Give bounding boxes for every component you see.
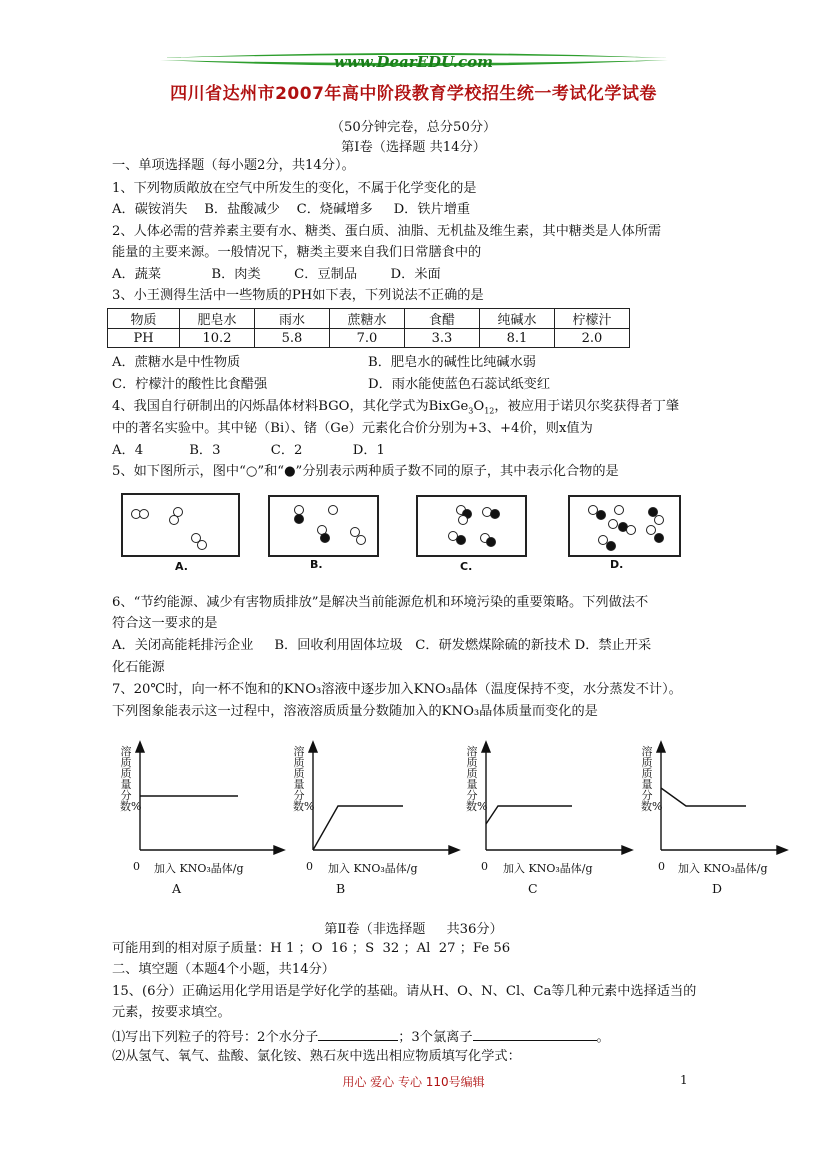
table-cell: 10.2 <box>180 329 255 348</box>
graph-d-label: D <box>712 881 723 896</box>
white-atom <box>626 525 636 535</box>
q4-text-a: 4、我国自行研制出的闪烁晶体材料BGO，其化学式为BixGe <box>112 399 469 414</box>
q15-line3 <box>112 1026 610 1047</box>
black-atom <box>486 537 496 547</box>
white-atom <box>458 515 468 525</box>
graph-d-line <box>661 788 746 806</box>
q4-sub-1: 3 <box>468 406 474 416</box>
page-footer: 用心 爱心 专心 110号编辑 <box>342 1075 485 1089</box>
black-atom <box>606 541 616 551</box>
q7-graphs <box>110 740 790 860</box>
table-cell: PH <box>108 329 180 348</box>
black-atom <box>320 533 330 543</box>
table-cell: 食醋 <box>405 309 480 329</box>
graph-c-xlabel: 加入 KNO₃晶体/g <box>503 862 593 875</box>
q7-line2: 下列图象能表示这一过程中，溶液溶质质量分数随加入的KNO₃晶体质量而变化的是 <box>112 704 598 719</box>
graph-b-xlabel: 加入 KNO₃晶体/g <box>328 862 418 875</box>
y-arrow <box>657 742 665 752</box>
graph-c-label: C <box>528 881 538 896</box>
black-atom <box>456 535 466 545</box>
page-number: 1 <box>680 1073 688 1087</box>
white-atom <box>139 509 149 519</box>
graph-d <box>657 742 787 854</box>
q5-label-d: D. <box>610 558 624 571</box>
white-atom <box>614 505 624 515</box>
table-row <box>108 329 630 348</box>
table-cell: 蔗糖水 <box>330 309 405 329</box>
white-atom <box>608 519 618 529</box>
q6-line3: A．关闭高能耗排污企业 B．回收利用固体垃圾 C．研发燃煤除硫的新技术 D．禁止开采 <box>112 638 652 653</box>
atomic-masses: 可能用到的相对原子质量：H 1 ；O 16 ；S 32 ；Al 27 ；Fe 56 <box>112 941 511 956</box>
q5-label-a: A. <box>175 560 188 573</box>
table-cell: 2.0 <box>555 329 630 348</box>
q4-text-b: O <box>473 399 485 414</box>
x-arrow <box>777 846 787 854</box>
graph-a-ylabel: 溶质质量分数% <box>120 745 142 813</box>
white-atom <box>356 535 366 545</box>
exam-title: 四川省达州市2007年高中阶段教育学校招生统一考试化学试卷 <box>170 84 657 104</box>
answer-blank[interactable] <box>473 1026 597 1041</box>
q5-label-c: C. <box>460 560 473 573</box>
black-atom <box>490 509 500 519</box>
q2-line2: 能量的主要来源。一般情况下，糖类主要来自我们日常膳食中的 <box>112 245 482 260</box>
graph-b-ylabel: 溶质质量分数% <box>293 745 315 813</box>
q3-option-c: C．柠檬汁的酸性比食醋强 <box>112 377 268 392</box>
exam-meta: （50分钟完卷，总分50分） <box>330 120 497 135</box>
graph-a <box>136 742 284 854</box>
graph-b-label: B <box>336 881 346 896</box>
q6-line2: 符合这一要求的是 <box>112 616 218 631</box>
ph-table <box>107 308 630 348</box>
table-cell: 8.1 <box>480 329 555 348</box>
q15-line1: 15、(6分）正确运用化学用语是学好化学的基础。请从H、O、N、Cl、Ca等几种元素中选择适当的 <box>112 984 697 999</box>
graph-a-label: A <box>172 881 182 896</box>
q7-line1: 7、20℃时，向一杯不饱和的KNO₃溶液中逐步加入KNO₃晶体（温度保持不变，水分蒸发不计）。 <box>112 682 682 697</box>
table-cell: 物质 <box>108 309 180 329</box>
section1-heading: 一、单项选择题（每小题2分，共14分）。 <box>112 158 355 173</box>
graph-c <box>482 742 632 854</box>
graph-b <box>309 742 459 854</box>
white-atom <box>169 515 179 525</box>
q5-box-a <box>121 493 240 557</box>
q15-line2: 元素，按要求填空。 <box>112 1005 231 1020</box>
table-cell: 3.3 <box>405 329 480 348</box>
q4-line1 <box>112 398 679 421</box>
q4-text-c: ，被应用于诺贝尔奖获得者丁肇 <box>494 399 680 414</box>
q2-line1: 2、人体必需的营养素主要有水、糖类、蛋白质、油脂、无机盐及维生素，其中糖类是人体所需 <box>112 224 662 239</box>
q3-stem: 3、小王测得生活中一些物质的PH如下表，下列说法不正确的是 <box>112 288 484 303</box>
q1-options: A．碳铵消失 B．盐酸减少 C．烧碱增多 D．铁片增重 <box>112 202 471 217</box>
q6-line1: 6、“节约能源、减少有害物质排放”是解决当前能源危机和环境污染的重要策略。下列做法不 <box>112 595 649 610</box>
white-atom <box>328 505 338 515</box>
q5-stem: 5、如下图所示，图中“○”和“●”分别表示两种质子数不同的原子，其中表示化合物的是 <box>112 464 619 479</box>
y-arrow <box>136 742 144 752</box>
part2-heading: 第Ⅱ卷（非选择题 共36分） <box>324 922 503 937</box>
q6-line4: 化石能源 <box>112 660 165 675</box>
table-cell: 5.8 <box>255 329 330 348</box>
graph-a-xlabel: 加入 KNO₃晶体/g <box>154 862 244 875</box>
graph-c-ylabel: 溶质质量分数% <box>466 745 488 813</box>
y-arrow <box>482 742 490 752</box>
graph-c-line <box>486 806 572 824</box>
q5-box-d <box>568 495 681 557</box>
table-cell: 肥皂水 <box>180 309 255 329</box>
table-row <box>108 309 630 329</box>
graph-b-origin: 0 <box>306 860 313 873</box>
q5-box-b <box>268 495 379 557</box>
graph-d-ylabel: 溶质质量分数% <box>641 745 663 813</box>
q15-line4: ⑵从氢气、氧气、盐酸、氯化铵、熟石灰中选出相应物质填写化学式： <box>112 1049 521 1064</box>
q15-prompt-c: 。 <box>596 1030 610 1045</box>
q4-options: A．4 B．3 C．2 D．1 <box>112 443 385 458</box>
y-arrow <box>309 742 317 752</box>
q3-option-a: A．蔗糖水是中性物质 <box>112 355 241 370</box>
q5-label-b: B. <box>310 558 323 571</box>
graph-d-origin: 0 <box>658 860 665 873</box>
table-cell: 纯碱水 <box>480 309 555 329</box>
table-cell: 7.0 <box>330 329 405 348</box>
x-arrow <box>274 846 284 854</box>
section2-heading: 二、填空题（本题4个小题，共14分） <box>112 962 335 977</box>
answer-blank[interactable] <box>318 1026 398 1041</box>
part1-heading: 第Ⅰ卷（选择题 共14分） <box>341 140 486 155</box>
x-arrow <box>449 846 459 854</box>
q15-prompt-a: ⑴写出下列粒子的符号：2个水分子 <box>112 1030 319 1045</box>
white-atom <box>197 540 207 550</box>
q2-options: A．蔬菜 B．肉类 C．豆制品 D．米面 <box>112 267 441 282</box>
graph-b-line <box>313 806 403 850</box>
graph-c-origin: 0 <box>481 860 488 873</box>
q15-prompt-b: ；3个氯离子 <box>398 1030 473 1045</box>
table-cell: 柠檬汁 <box>555 309 630 329</box>
x-arrow <box>622 846 632 854</box>
table-cell: 雨水 <box>255 309 330 329</box>
site-name[interactable]: www.DearEDU.com <box>333 53 493 71</box>
q4-sub-2: 12 <box>484 406 495 416</box>
q4-line2: 中的著名实验中。其中铋（Bi）、锗（Ge）元素化合价分别为+3、+4价，则x值为 <box>112 421 593 436</box>
q5-box-c <box>416 495 527 557</box>
graph-d-xlabel: 加入 KNO₃晶体/g <box>678 862 768 875</box>
graph-a-origin: 0 <box>133 860 140 873</box>
q3-option-b: B．肥皂水的碱性比纯碱水弱 <box>368 355 536 370</box>
white-atom <box>654 515 664 525</box>
q1-stem: 1、下列物质敞放在空气中所发生的变化，不属于化学变化的是 <box>112 181 477 196</box>
black-atom <box>294 514 304 524</box>
q3-option-d: D．雨水能使蓝色石蕊试纸变红 <box>368 377 551 392</box>
black-atom <box>596 510 606 520</box>
black-atom <box>654 533 664 543</box>
